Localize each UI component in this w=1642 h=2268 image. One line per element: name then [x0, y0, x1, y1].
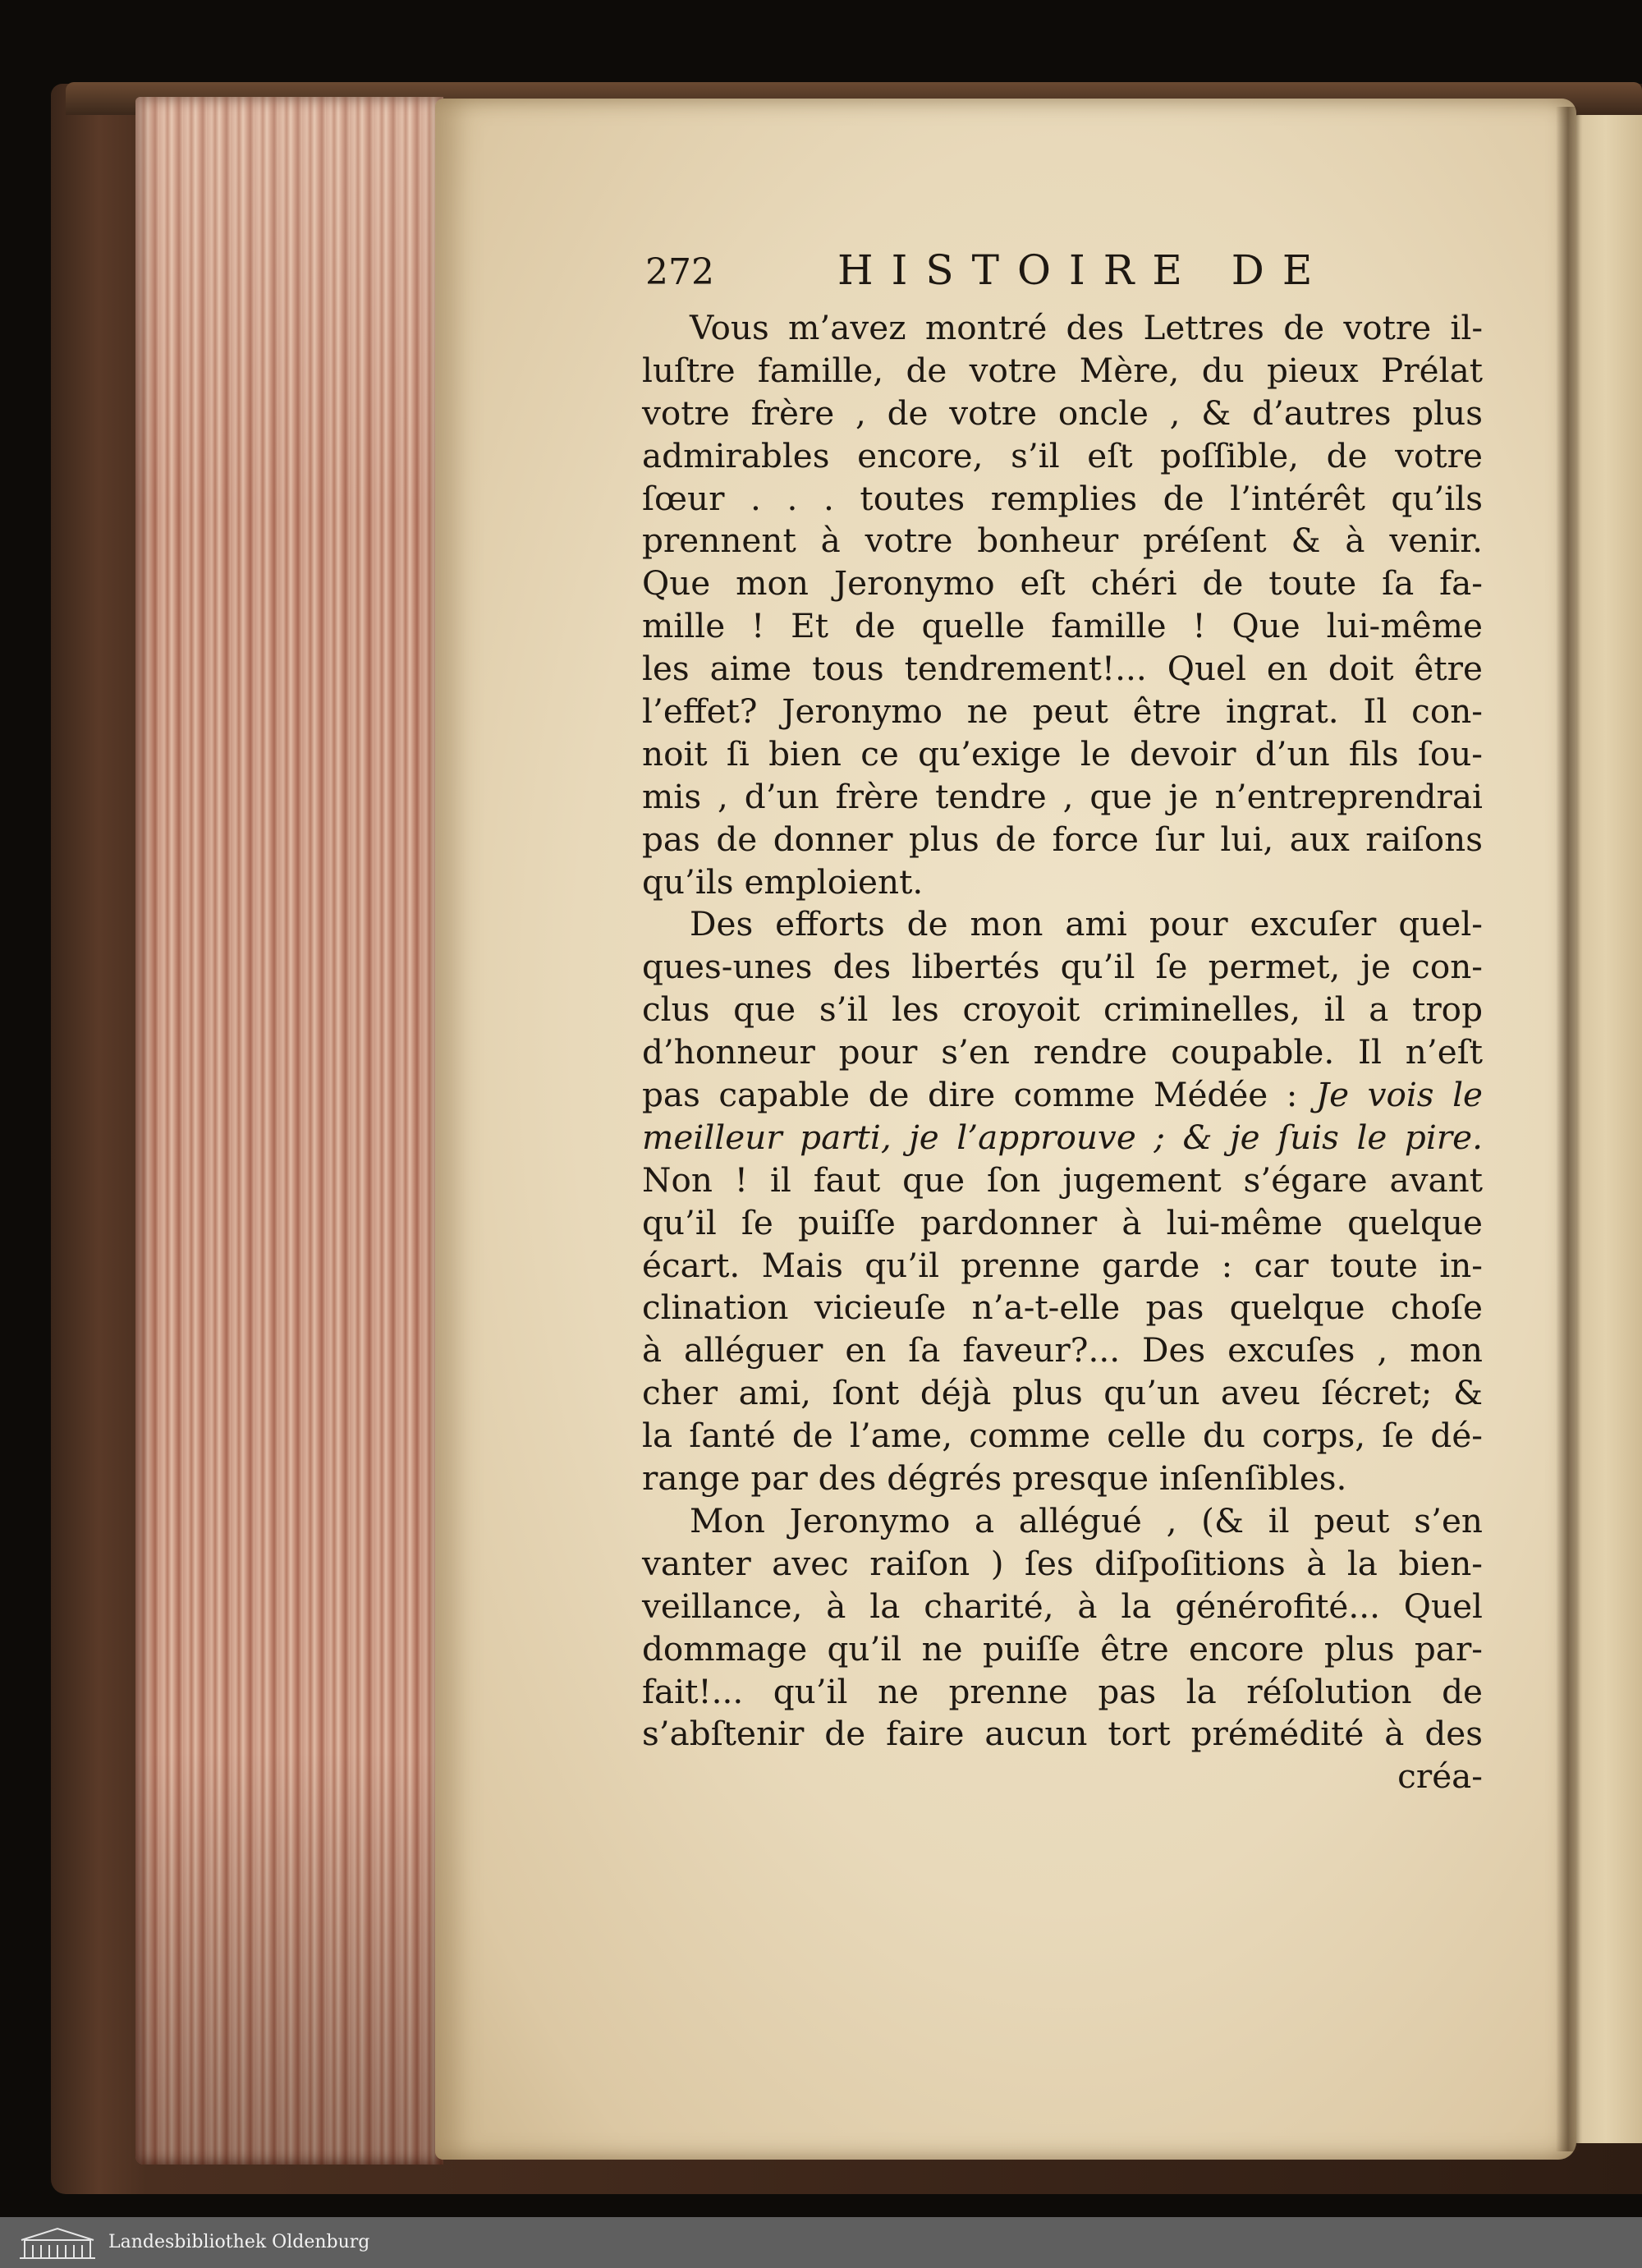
quote-text: je l’approuve: [909, 1117, 1136, 1157]
text-line: les aime tous tendrement!... Quel en doit être: [642, 649, 1483, 689]
text-line: pas de donner plus de force ſur lui, aux raiſons: [642, 819, 1483, 859]
text-line-quote-intro: [642, 1074, 1483, 1117]
text-line: noit ſi bien ce qu’exige le devoir d’un fils ſou-: [642, 733, 1483, 774]
page-block-shade: [135, 97, 443, 2165]
text-line: range par des dégrés presque inſenſibles.: [642, 1458, 1347, 1499]
text-line: fait!... qu’il ne prenne pas la réſolution de: [642, 1671, 1483, 1711]
text-line: à alléguer en ſa faveur?... Des excuſes , mon: [642, 1330, 1483, 1370]
facing-page-edge: [1570, 115, 1642, 2143]
text-line: s’abſtenir de faire aucun tort prémédité à des: [642, 1714, 1483, 1754]
text-line: vanter avec raiſon ) ſes diſpoſitions à la bien-: [642, 1543, 1483, 1583]
text-line: veillance, à la charité, à la générofité... Quel: [642, 1586, 1483, 1626]
text-line: mis , d’un frère tendre , que je n’entreprendrai: [642, 776, 1483, 816]
quote-text: meilleur parti: [642, 1117, 881, 1157]
catchword: créa-: [1397, 1756, 1483, 1797]
text-line: clus que s’il les croyoit criminelles, il a trop: [642, 989, 1483, 1030]
text-line: Des efforts de mon ami pour excuſer quel-: [690, 904, 1483, 944]
text-line: admirables encore, s’il eſt poſſible, de votre: [642, 435, 1483, 475]
text-line: votre frère , de votre oncle , & d’autres plus: [642, 393, 1483, 433]
text-line: luſtre famille, de votre Mère, du pieux Prélat: [642, 350, 1483, 390]
page-gutter: [1556, 107, 1580, 2151]
running-head-title: HISTOIRE DE: [837, 246, 1331, 294]
text-line: ſœur . . . toutes remplies de l’intérêt qu’ils: [642, 478, 1483, 518]
text-line: cher ami, ſont déjà plus qu’un aveu ſécret; &: [642, 1373, 1483, 1413]
text-line: Que mon Jeronymo eſt chéri de toute ſa fa-: [642, 563, 1483, 604]
text-line: écart. Mais qu’il prenne garde : car toute in-: [642, 1245, 1483, 1285]
text-line: Mon Jeronymo a allégué , (& il peut s’en: [690, 1500, 1483, 1540]
library-name: Landesbibliothek Oldenburg: [108, 2232, 370, 2252]
text-line: Vous m’avez montré des Lettres de votre il-: [690, 308, 1483, 347]
text-line: clination vicieuſe n’a-t-elle pas quelque choſe: [642, 1288, 1483, 1328]
text-line: mille ! Et de quelle famille ! Que lui-même: [642, 606, 1483, 646]
text-line: d’honneur pour s’en rendre coupable. Il n’eſt: [642, 1032, 1483, 1072]
library-building-icon: [16, 2225, 99, 2260]
text-line: qu’ils emploient.: [642, 861, 924, 902]
quote-text: & je ſuis le pire.: [1182, 1117, 1483, 1157]
text-line-quote: meilleur parti, je l’approuve ; & je ſuis le pire.: [642, 1117, 1483, 1157]
text-line: l’effet? Jeronymo ne peut être ingrat. Il con-: [642, 691, 1483, 732]
text-line: Non ! il faut que ſon jugement s’égare avant: [642, 1159, 1483, 1200]
text-line: ques-unes des libertés qu’il ſe permet, je con-: [642, 947, 1483, 987]
text-line: qu’il ſe puiſſe pardonner à lui-même quelque: [642, 1202, 1483, 1242]
page-text: [642, 307, 1483, 1798]
page-number: 272: [645, 251, 714, 293]
text-line: prennent à votre bonheur préſent & à venir.: [642, 521, 1483, 561]
text-line: la ſanté de l’ame, comme celle du corps, ſe dé-: [642, 1416, 1483, 1456]
text-line: dommage qu’il ne puiſſe être encore plus par-: [642, 1628, 1483, 1669]
quote-text: Je vois le: [1315, 1075, 1484, 1115]
quote-lead-in: pas capable de dire comme Médée :: [642, 1075, 1298, 1115]
